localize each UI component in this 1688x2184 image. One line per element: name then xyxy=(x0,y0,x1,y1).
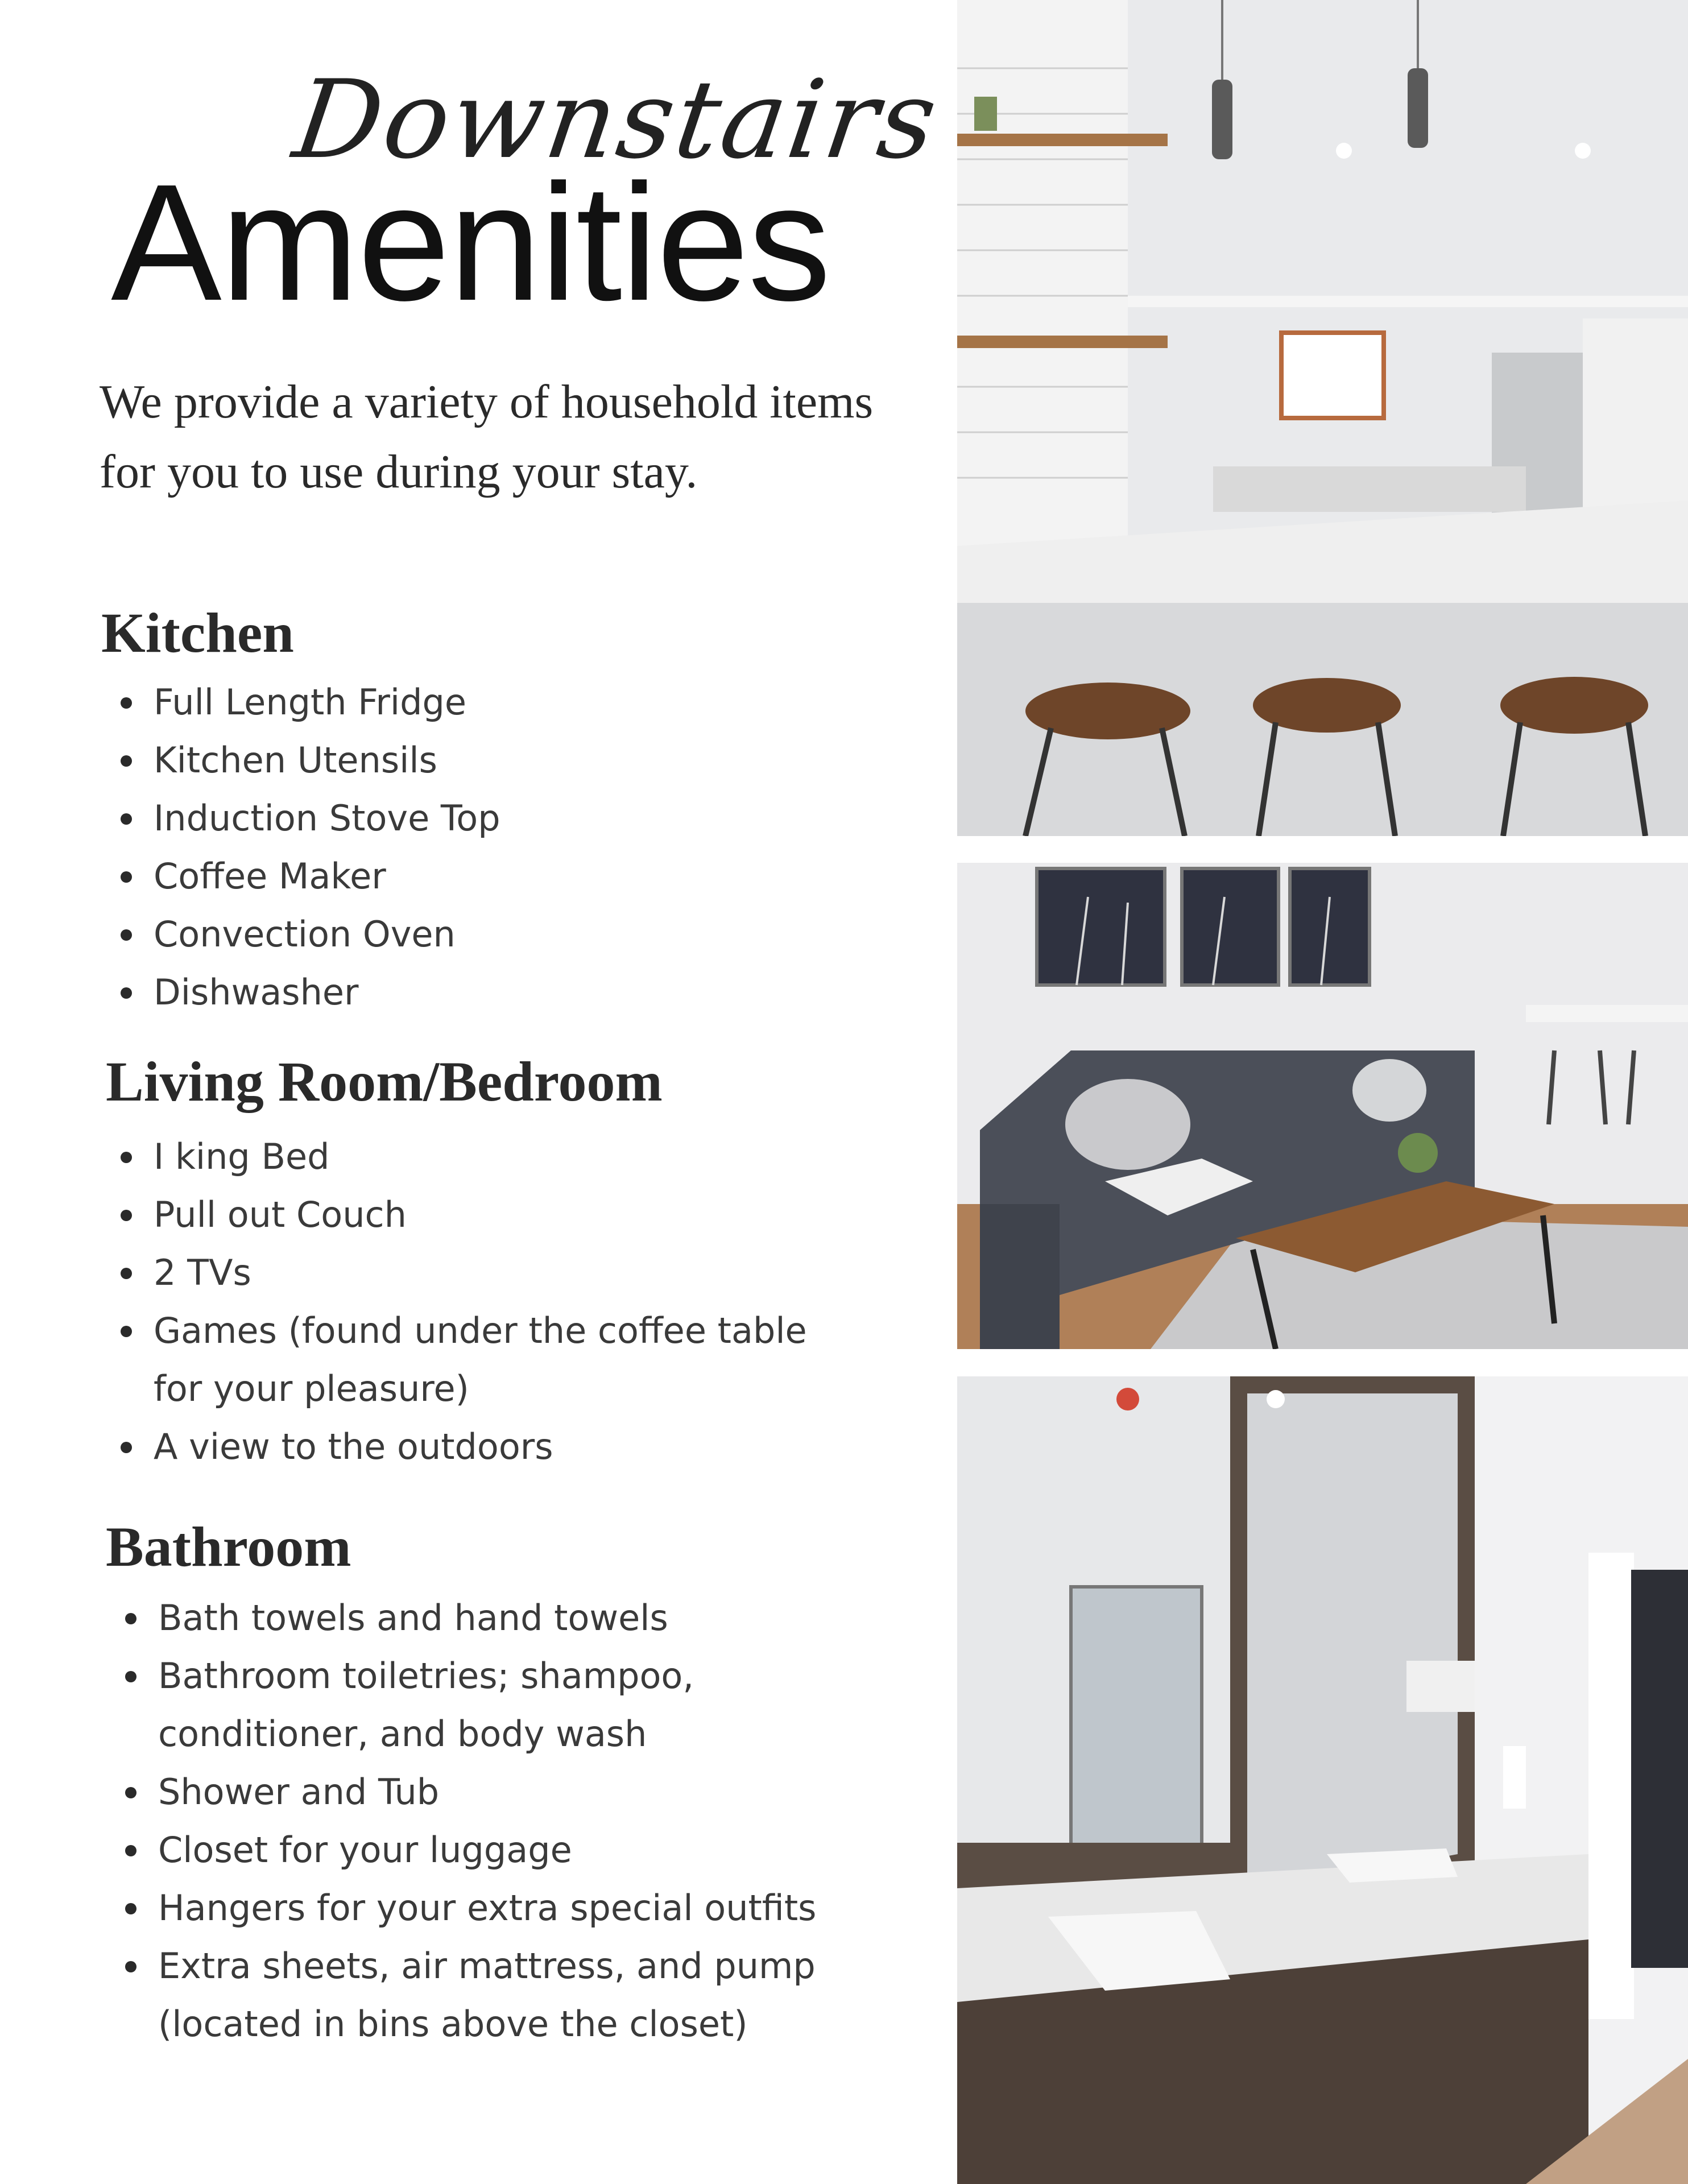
list-item: I king Bed xyxy=(99,1128,816,1186)
list-item: Shower and Tub xyxy=(104,1763,900,1821)
list-item: Coffee Maker xyxy=(99,847,895,905)
page-title: Amenities xyxy=(111,150,830,335)
list-item: 2 TVs xyxy=(99,1244,816,1302)
bathroom-heading: Bathroom xyxy=(106,1515,351,1578)
list-item: Games (found under the coffee table for your pleasure) xyxy=(99,1302,816,1418)
list-item: Induction Stove Top xyxy=(99,789,895,847)
list-item: Dishwasher xyxy=(99,963,895,1021)
list-item: Bathroom toiletries; shampoo, conditioner, and body wash xyxy=(104,1647,900,1763)
list-item: Full Length Fridge xyxy=(99,673,895,731)
bathroom-list xyxy=(104,1589,900,2053)
list-item: Hangers for your extra special outfits xyxy=(104,1879,900,1937)
list-item: A view to the outdoors xyxy=(99,1418,816,1476)
list-item: Extra sheets, air mattress, and pump (located in bins above the closet) xyxy=(104,1937,900,2053)
living-heading: Living Room/Bedroom xyxy=(106,1050,663,1113)
script-title: Downstairs xyxy=(287,57,946,183)
bathroom-photo xyxy=(957,1376,1688,2184)
list-item: Convection Oven xyxy=(99,905,895,963)
list-item: Closet for your luggage xyxy=(104,1821,900,1879)
kitchen-heading: Kitchen xyxy=(101,601,294,664)
kitchen-photo xyxy=(957,0,1688,836)
kitchen-list xyxy=(99,673,895,1021)
list-item: Bath towels and hand towels xyxy=(104,1589,900,1647)
intro-text: We provide a variety of household items for you to use during your stay. xyxy=(100,375,874,498)
living-room-photo xyxy=(957,863,1688,1349)
list-item: Pull out Couch xyxy=(99,1186,816,1244)
living-list xyxy=(99,1128,816,1476)
list-item: Kitchen Utensils xyxy=(99,731,895,789)
